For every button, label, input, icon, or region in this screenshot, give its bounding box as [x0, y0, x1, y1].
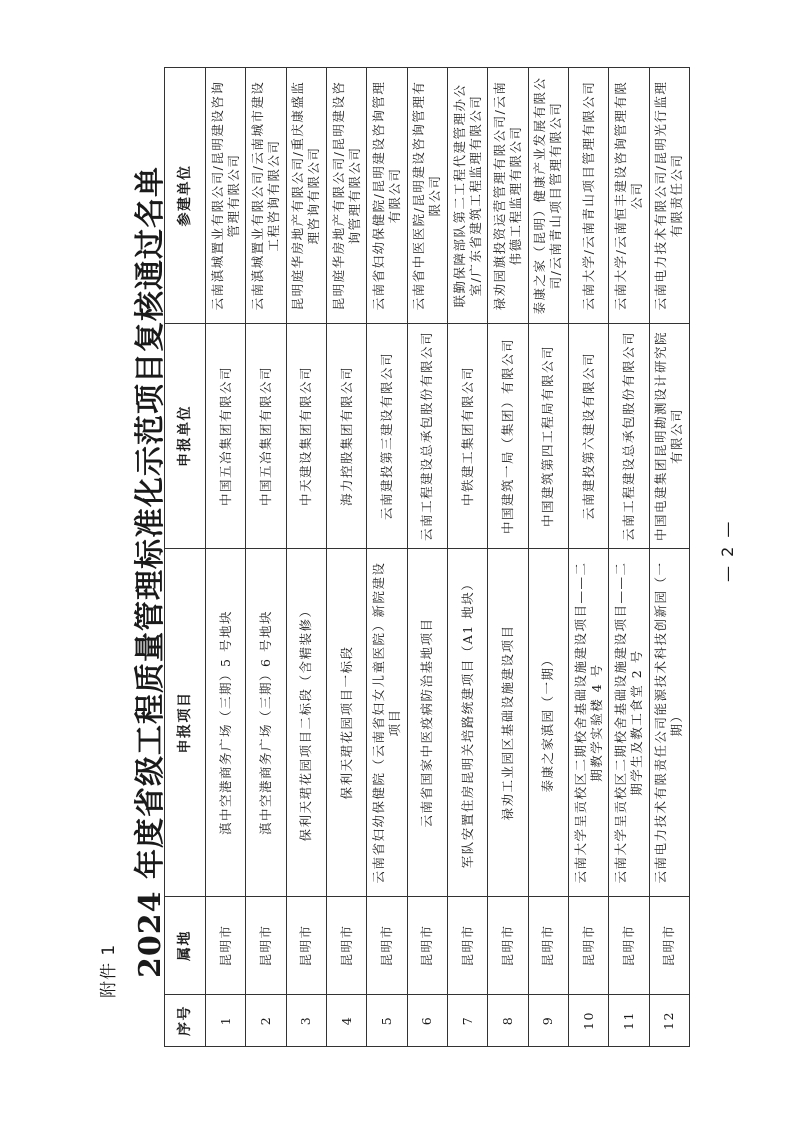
row-participants: 云南省妇幼保健院/昆明建设咨询管理有限公司 — [367, 68, 407, 324]
table-row — [649, 68, 689, 1047]
row-participants: 云南滇城置业有限公司/云南城市建设工程咨询有限公司 — [246, 68, 286, 324]
row-locality: 昆明市 — [206, 897, 246, 995]
row-number: 12 — [649, 995, 689, 1047]
table-row — [488, 68, 528, 1047]
row-locality: 昆明市 — [286, 897, 326, 995]
row-number: 4 — [326, 995, 366, 1047]
row-locality: 昆明市 — [528, 897, 568, 995]
row-applicant: 中天建设集团有限公司 — [286, 324, 326, 549]
approved-projects-table — [164, 67, 690, 1047]
row-project: 保利天珺花园项目一标段 — [326, 549, 366, 897]
row-applicant: 中国五冶集团有限公司 — [206, 324, 246, 549]
row-number: 11 — [609, 995, 649, 1047]
header-no: 序号 — [165, 995, 206, 1047]
table-row — [206, 68, 246, 1047]
row-number: 10 — [568, 995, 608, 1047]
row-locality: 昆明市 — [649, 897, 689, 995]
row-locality: 昆明市 — [367, 897, 407, 995]
row-project: 云南省国家中医疫病防治基地项目 — [407, 549, 447, 897]
row-applicant: 云南建投第六建设有限公司 — [568, 324, 608, 549]
row-project: 禄劝工业园区基础设施建设项目 — [488, 549, 528, 897]
row-applicant: 中国五冶集团有限公司 — [246, 324, 286, 549]
attachment-label: 附件 1 — [99, 943, 119, 998]
row-project: 云南电力技术有限责任公司能源技术科技创新园（一期） — [649, 549, 689, 897]
row-participants: 云南大学/云南恒丰建设咨询管理有限公司 — [609, 68, 649, 324]
row-participants: 昆明庭华房地产有限公司/重庆康盛监理咨询有限公司 — [286, 68, 326, 324]
row-participants: 云南大学/云南青山项目管理有限公司 — [568, 68, 608, 324]
row-number: 1 — [206, 995, 246, 1047]
row-number: 7 — [447, 995, 487, 1047]
table-row — [246, 68, 286, 1047]
row-project: 云南省妇幼保健院（云南省妇女儿童医院）新院建设项目 — [367, 549, 407, 897]
row-participants: 云南省中医医院/昆明建设咨询管理有限公司 — [407, 68, 447, 324]
row-number: 9 — [528, 995, 568, 1047]
row-participants: 云南滇城置业有限公司/昆明建设咨询管理有限公司 — [206, 68, 246, 324]
row-project: 保利天珺花园项目二标段（含精装修） — [286, 549, 326, 897]
table-row — [326, 68, 366, 1047]
row-participants: 泰康之家（昆明）健康产业发展有限公司/云南青山项目管理有限公司 — [528, 68, 568, 324]
row-project: 军队安置住房昆明关培路统建项目（A1 地块） — [447, 549, 487, 897]
row-participants: 云南电力技术有限公司/昆明光行监理有限责任公司 — [649, 68, 689, 324]
row-applicant: 云南工程建设总承包股份有限公司 — [609, 324, 649, 549]
row-number: 2 — [246, 995, 286, 1047]
table-row — [367, 68, 407, 1047]
row-participants: 禄劝园旗投资运营管理有限公司/云南伟德工程监理有限公司 — [488, 68, 528, 324]
header-locality: 属地 — [165, 897, 206, 995]
row-locality: 昆明市 — [488, 897, 528, 995]
row-locality: 昆明市 — [568, 897, 608, 995]
table-row — [528, 68, 568, 1047]
row-number: 8 — [488, 995, 528, 1047]
table-row — [447, 68, 487, 1047]
table-header-row — [165, 68, 206, 1047]
row-project: 泰康之家滇园（一期） — [528, 549, 568, 897]
row-applicant: 中国建筑第四工程局有限公司 — [528, 324, 568, 549]
row-locality: 昆明市 — [326, 897, 366, 995]
table-row — [568, 68, 608, 1047]
row-applicant: 云南工程建设总承包股份有限公司 — [407, 324, 447, 549]
header-project: 申报项目 — [165, 549, 206, 897]
row-number: 5 — [367, 995, 407, 1047]
row-project: 云南大学呈贡校区二期校舍基础设施建设项目——二期教学实验楼 4 号 — [568, 549, 608, 897]
row-applicant: 中铁建工集团有限公司 — [447, 324, 487, 549]
row-locality: 昆明市 — [407, 897, 447, 995]
row-locality: 昆明市 — [609, 897, 649, 995]
header-applicant: 申报单位 — [165, 324, 206, 549]
table-row — [609, 68, 649, 1047]
row-participants: 联勤保障部队第二工程代建管理办公室/广东省建筑工程监理有限公司 — [447, 68, 487, 324]
header-participants: 参建单位 — [165, 68, 206, 324]
row-locality: 昆明市 — [447, 897, 487, 995]
row-applicant: 海力控股集团有限公司 — [326, 324, 366, 549]
page-number: — 2 — — [718, 519, 737, 582]
document-title: 2024 年度省级工程质量管理标准化示范项目复核通过名单 — [133, 166, 168, 978]
row-number: 6 — [407, 995, 447, 1047]
row-applicant: 中国建筑一局（集团）有限公司 — [488, 324, 528, 549]
row-number: 3 — [286, 995, 326, 1047]
row-project: 滇中空港商务广场（三期）5 号地块 — [206, 549, 246, 897]
row-project: 云南大学呈贡校区二期校舍基础设施建设项目——二期学生及教工食堂 2 号 — [609, 549, 649, 897]
row-project: 滇中空港商务广场（三期）6 号地块 — [246, 549, 286, 897]
row-participants: 昆明庭华房地产有限公司/昆明建设咨询管理有限公司 — [326, 68, 366, 324]
row-applicant: 中国电建集团昆明勘测设计研究院有限公司 — [649, 324, 689, 549]
row-applicant: 云南建投第三建设有限公司 — [367, 324, 407, 549]
row-locality: 昆明市 — [246, 897, 286, 995]
table-row — [407, 68, 447, 1047]
table-row — [286, 68, 326, 1047]
